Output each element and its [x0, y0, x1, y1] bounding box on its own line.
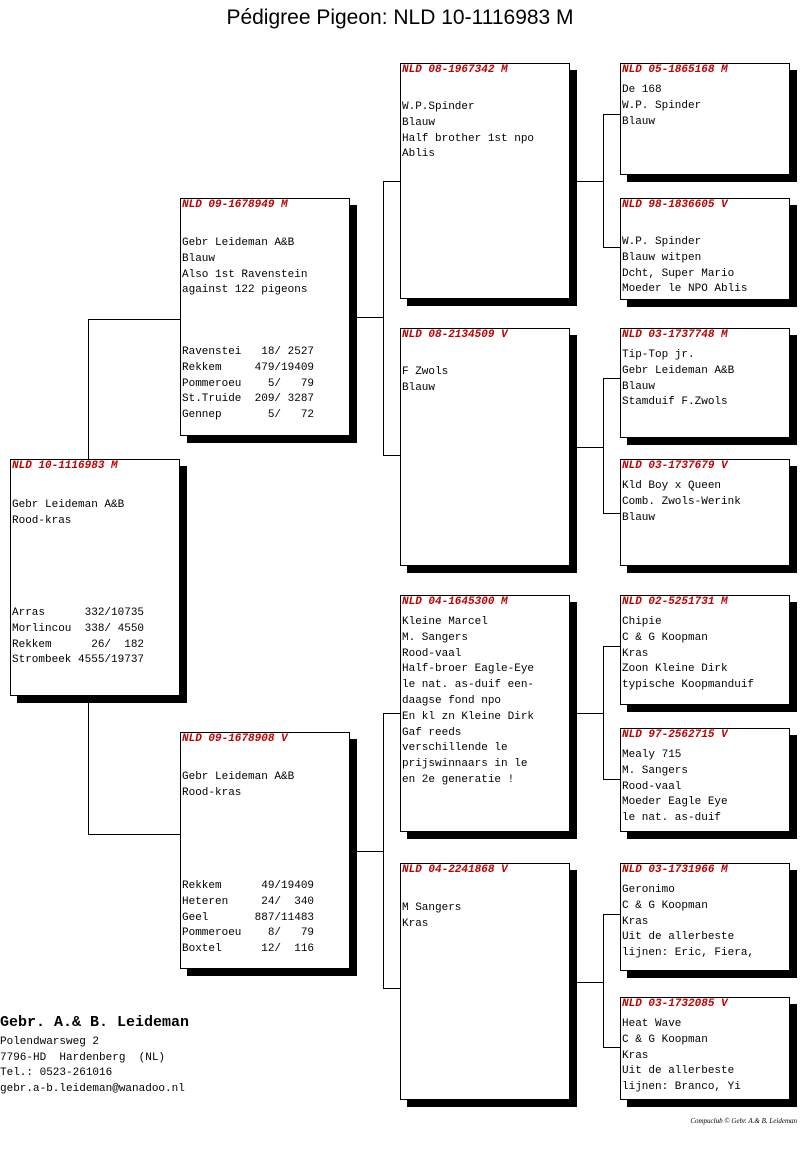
owner-name: Gebr. A.& B. Leideman	[0, 1014, 190, 1031]
owner-block	[0, 1014, 189, 1097]
ring-number: NLD 97-2562715 V	[622, 729, 728, 741]
ring-number: NLD 08-1967342 M	[402, 64, 508, 76]
ring-number: NLD 05-1865168 M	[622, 64, 728, 76]
ring-number: NLD 10-1116983 M	[12, 460, 118, 472]
pigeon-info: W.P. Spinder Blauw witpen Dcht, Super Mario Moeder le NPO Ablis	[622, 236, 748, 296]
connector-line	[383, 713, 384, 989]
pigeon-card-dam[interactable]	[180, 732, 350, 969]
owner-email[interactable]: gebr.a-b.leideman@wanadoo.nl	[0, 1082, 185, 1095]
pigeon-info: Chipie C & G Koopman Kras Zoon Kleine Dirk typische Koopmanduif	[622, 616, 755, 692]
connector-line	[383, 988, 400, 989]
ring-number: NLD 09-1678908 V	[182, 733, 288, 745]
pigeon-info: Gebr Leideman A&B Rood-kras	[182, 771, 295, 799]
pigeon-results: Rekkem 49/19409 Heteren 24/ 340 Geel 887/11483 Pommeroeu 8/ 79 Boxtel 12/ 116	[182, 880, 315, 956]
ring-number: NLD 03-1731966 M	[622, 864, 728, 876]
pigeon-card-dsd[interactable]	[620, 728, 790, 832]
connector-line	[383, 713, 400, 714]
connector-line	[576, 713, 604, 714]
ring-number: NLD 09-1678949 M	[182, 199, 288, 211]
connector-line	[576, 447, 604, 448]
connector-line	[603, 914, 620, 915]
connector-line	[603, 114, 620, 115]
pigeon-card-dam-sire[interactable]	[400, 595, 570, 832]
pigeon-card-sire[interactable]	[180, 198, 350, 436]
connector-line	[603, 646, 604, 780]
pigeon-info: F Zwols Blauw	[402, 366, 449, 394]
ring-number: NLD 08-2134509 V	[402, 329, 508, 341]
pigeon-info: M Sangers Kras	[402, 902, 462, 930]
connector-line	[603, 247, 620, 248]
page-title: Pédigree Pigeon: NLD 10-1116983 M	[226, 6, 574, 29]
pigeon-info: Gebr Leideman A&B Blauw Also 1st Ravenstein against 122 pigeons	[182, 237, 308, 297]
connector-line	[356, 851, 384, 852]
pigeon-card-ddd[interactable]	[620, 997, 790, 1100]
pigeon-card-sss[interactable]	[620, 63, 790, 175]
ring-number: NLD 04-2241868 V	[402, 864, 508, 876]
pigeon-info: Tip-Top jr. Gebr Leideman A&B Blauw Stamduif F.Zwols	[622, 349, 735, 409]
connector-line	[603, 378, 604, 514]
pigeon-info: W.P.Spinder Blauw Half brother 1st npo Ablis	[402, 101, 535, 161]
connector-line	[603, 378, 620, 379]
pigeon-info: Gebr Leideman A&B Rood-kras	[12, 499, 125, 527]
pigeon-info: Heat Wave C & G Koopman Kras Uit de allerbeste lijnen: Branco, Yi	[622, 1018, 741, 1094]
pigeon-card-main[interactable]	[10, 459, 180, 696]
pigeon-card-dam-dam[interactable]	[400, 863, 570, 1100]
pigeon-card-dss[interactable]	[620, 595, 790, 705]
pigeon-results: Ravenstei 18/ 2527 Rekkem 479/19409 Pommeroeu 5/ 79 St.Truide 209/ 3287 Gennep 5/ 72	[182, 346, 315, 422]
pigeon-card-ssd[interactable]	[620, 198, 790, 300]
ring-number: NLD 03-1737748 M	[622, 329, 728, 341]
connector-line	[603, 1047, 620, 1048]
connector-line	[88, 319, 180, 320]
ring-number: NLD 98-1836605 V	[622, 199, 728, 211]
footer-credit: Compuclub © Gebr. A.& B. Leideman	[690, 1117, 797, 1125]
pigeon-info: Geronimo C & G Koopman Kras Uit de allerbeste lijnen: Eric, Fiera,	[622, 884, 755, 960]
connector-line	[88, 702, 89, 834]
connector-line	[88, 834, 180, 835]
connector-line	[383, 181, 384, 456]
connector-line	[603, 779, 620, 780]
ring-number: NLD 04-1645300 M	[402, 596, 508, 608]
ring-number: NLD 02-5251731 M	[622, 596, 728, 608]
pigeon-card-sire-dam[interactable]	[400, 328, 570, 566]
pigeon-info: De 168 W.P. Spinder Blauw	[622, 84, 702, 128]
pigeon-card-sdd[interactable]	[620, 459, 790, 566]
owner-phone: Tel.: 0523-261016	[0, 1067, 113, 1079]
ring-number: NLD 03-1737679 V	[622, 460, 728, 472]
connector-line	[603, 513, 620, 514]
pigeon-card-dds[interactable]	[620, 863, 790, 971]
pigeon-info: Kleine Marcel M. Sangers Rood-vaal Half-broer Eagle-Eye le nat. as-duif een- daagse fond npo En kl zn Kleine Dirk Gaf reeds verschillende le prijswinnaars in le en 2e generatie !	[402, 616, 535, 786]
connector-line	[603, 646, 620, 647]
connector-line	[383, 181, 400, 182]
pigeon-info: Mealy 715 M. Sangers Rood-vaal Moeder Eagle Eye le nat. as-duif	[622, 749, 728, 825]
connector-line	[603, 914, 604, 1048]
pigeon-info: Kld Boy x Queen Comb. Zwols-Werink Blauw	[622, 480, 741, 524]
pigeon-results: Arras 332/10735 Morlincou 338/ 4550 Rekkem 26/ 182 Strombeek 4555/19737	[12, 607, 145, 667]
owner-city: 7796-HD Hardenberg (NL)	[0, 1051, 166, 1064]
connector-line	[576, 181, 604, 182]
ring-number: NLD 03-1732085 V	[622, 998, 728, 1010]
connector-line	[603, 114, 604, 248]
connector-line	[88, 319, 89, 459]
connector-line	[356, 317, 384, 318]
pigeon-card-sds[interactable]	[620, 328, 790, 438]
owner-address: Polendwarsweg 2	[0, 1036, 100, 1048]
connector-line	[383, 455, 400, 456]
connector-line	[576, 982, 604, 983]
pigeon-card-sire-sire[interactable]	[400, 63, 570, 299]
